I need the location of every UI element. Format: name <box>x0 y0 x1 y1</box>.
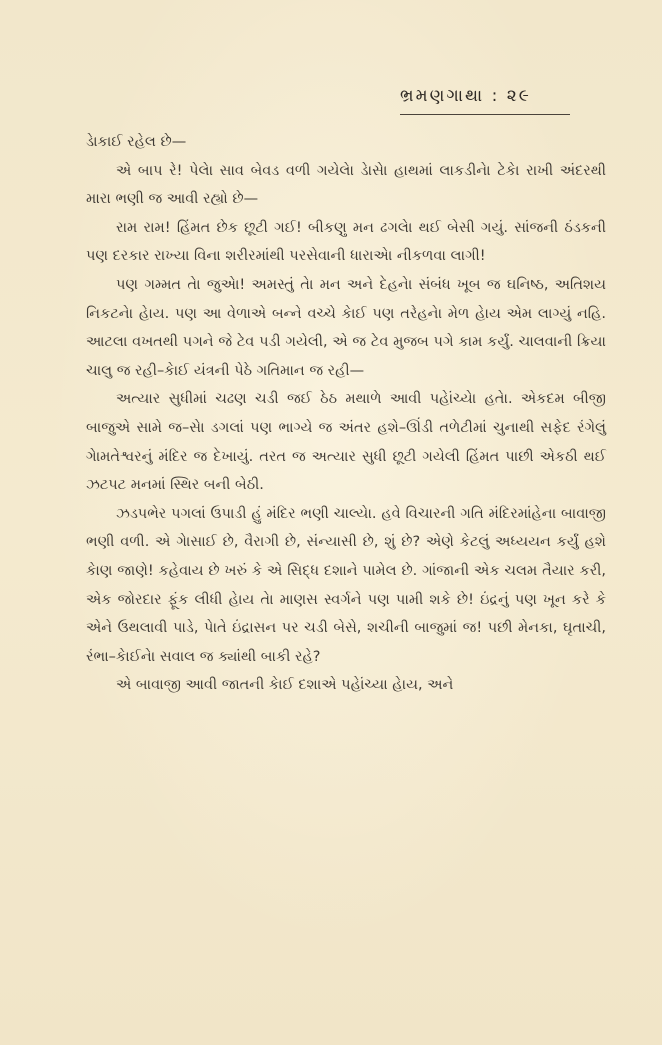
paragraph-6: ઝડપભેર પગલાં ઉપાડી હું મંદિર ભણી ચાલ્યેા. હવે વિચારની ગતિ મંદિરમાંહેના બાવાજી ભણી વળી. એ ગેાસાઈ છે, વૈરાગી છે, સંન્યાસી છે, શું છે? એણે કેટલું અધ્યયન કર્યું હશે કેાણ જાણે! કહેવાય છે ખરું કે એ સિદ્ધ દશાને પામેલ છે. ગાંજાની એક ચલમ તૈયાર કરી, એક જોરદાર ફૂંક લીધી હેાય તેા માણસ સ્વર્ગને પણ પામી શકે છે! ઇંદ્રનું પણ ખૂન કરે કે એને ઉથલાવી પાડે, પેાતે ઇંદ્રાસન પર ચડી બેસે, શચીની બાજુમાં જ! પછી મેનકા, ઘૃતાચી, રંભા–કેાઈનેા સવાલ જ ક્યાંથી બાકી રહે? <box>86 505 606 665</box>
paragraph-3: રામ રામ! હિંમત છેક છૂટી ગઈ! બીકણુ મન ઢગલેા થઈ બેસી ગયું. સાંજની ઠંડકની પણ દરકાર રાખ્યા વિના શરીરમાંથી પરસેવાની ધારાએા નીકળવા લાગી! <box>86 219 606 265</box>
paragraph-5: અત્યાર સુધીમાં ચઢણ ચડી જઈ ઠેઠ મથાળે આવી પહેાંચ્યેા હતેા. એકદમ બીજી બાજુએ સામે જ–સેા ડગલાં પણ ભાગ્યે જ અંતર હશે–ઊંડી તળેટીમાં ચુનાથી સફેદ રંગેલું ગેામતેશ્વરનું મંદિર જ દેખાયું. તરત જ અત્યાર સુધી છૂટી ગયેલી હિંમત પાછી એકઠી થઈ ઝટપટ મનમાં સ્થિર બની બેઠી. <box>86 391 606 494</box>
paragraph-7: એ બાવાજી આવી જાતની કેાઈ દશાએ પહેાંચ્યા હેાય, અને <box>116 677 454 694</box>
header-underline <box>400 114 570 115</box>
paragraph-2: એ બાપ રે! પેલેા સાવ બેવડ વળી ગયેલેા ડેાસેા હાથમાં લાકડીનેા ટેકેા રાખી અંદરથી મારા ભણી જ આવી રહ્યો છે— <box>86 162 606 208</box>
running-header: ભ્રમણગાથા : ૨૯ <box>400 86 531 106</box>
paragraph-4: પણ ગમ્મત તેા જુએા! અમસ્તું તેા મન અને દેહનેા સંબંધ ખૂબ જ ઘનિષ્ઠ, અતિશય નિકટનેા હેાય. પણ આ વેળાએ બન્ને વચ્ચે કેાઈ પણ તરેહનેા મેળ હેાય એમ લાગ્યું નહિ. આટલા વખતથી પગને જે ટેવ પડી ગયેલી, એ જ ટેવ મુજબ પગે કામ કર્યું. ચાલવાની ક્રિયા ચાલુ જ રહી–કેાઈ યંત્રની પેઠે ગતિમાન જ રહી— <box>86 276 606 379</box>
paragraph-1: ડેાકાઈ રહેલ છે— <box>86 134 187 150</box>
body-text <box>86 128 606 700</box>
